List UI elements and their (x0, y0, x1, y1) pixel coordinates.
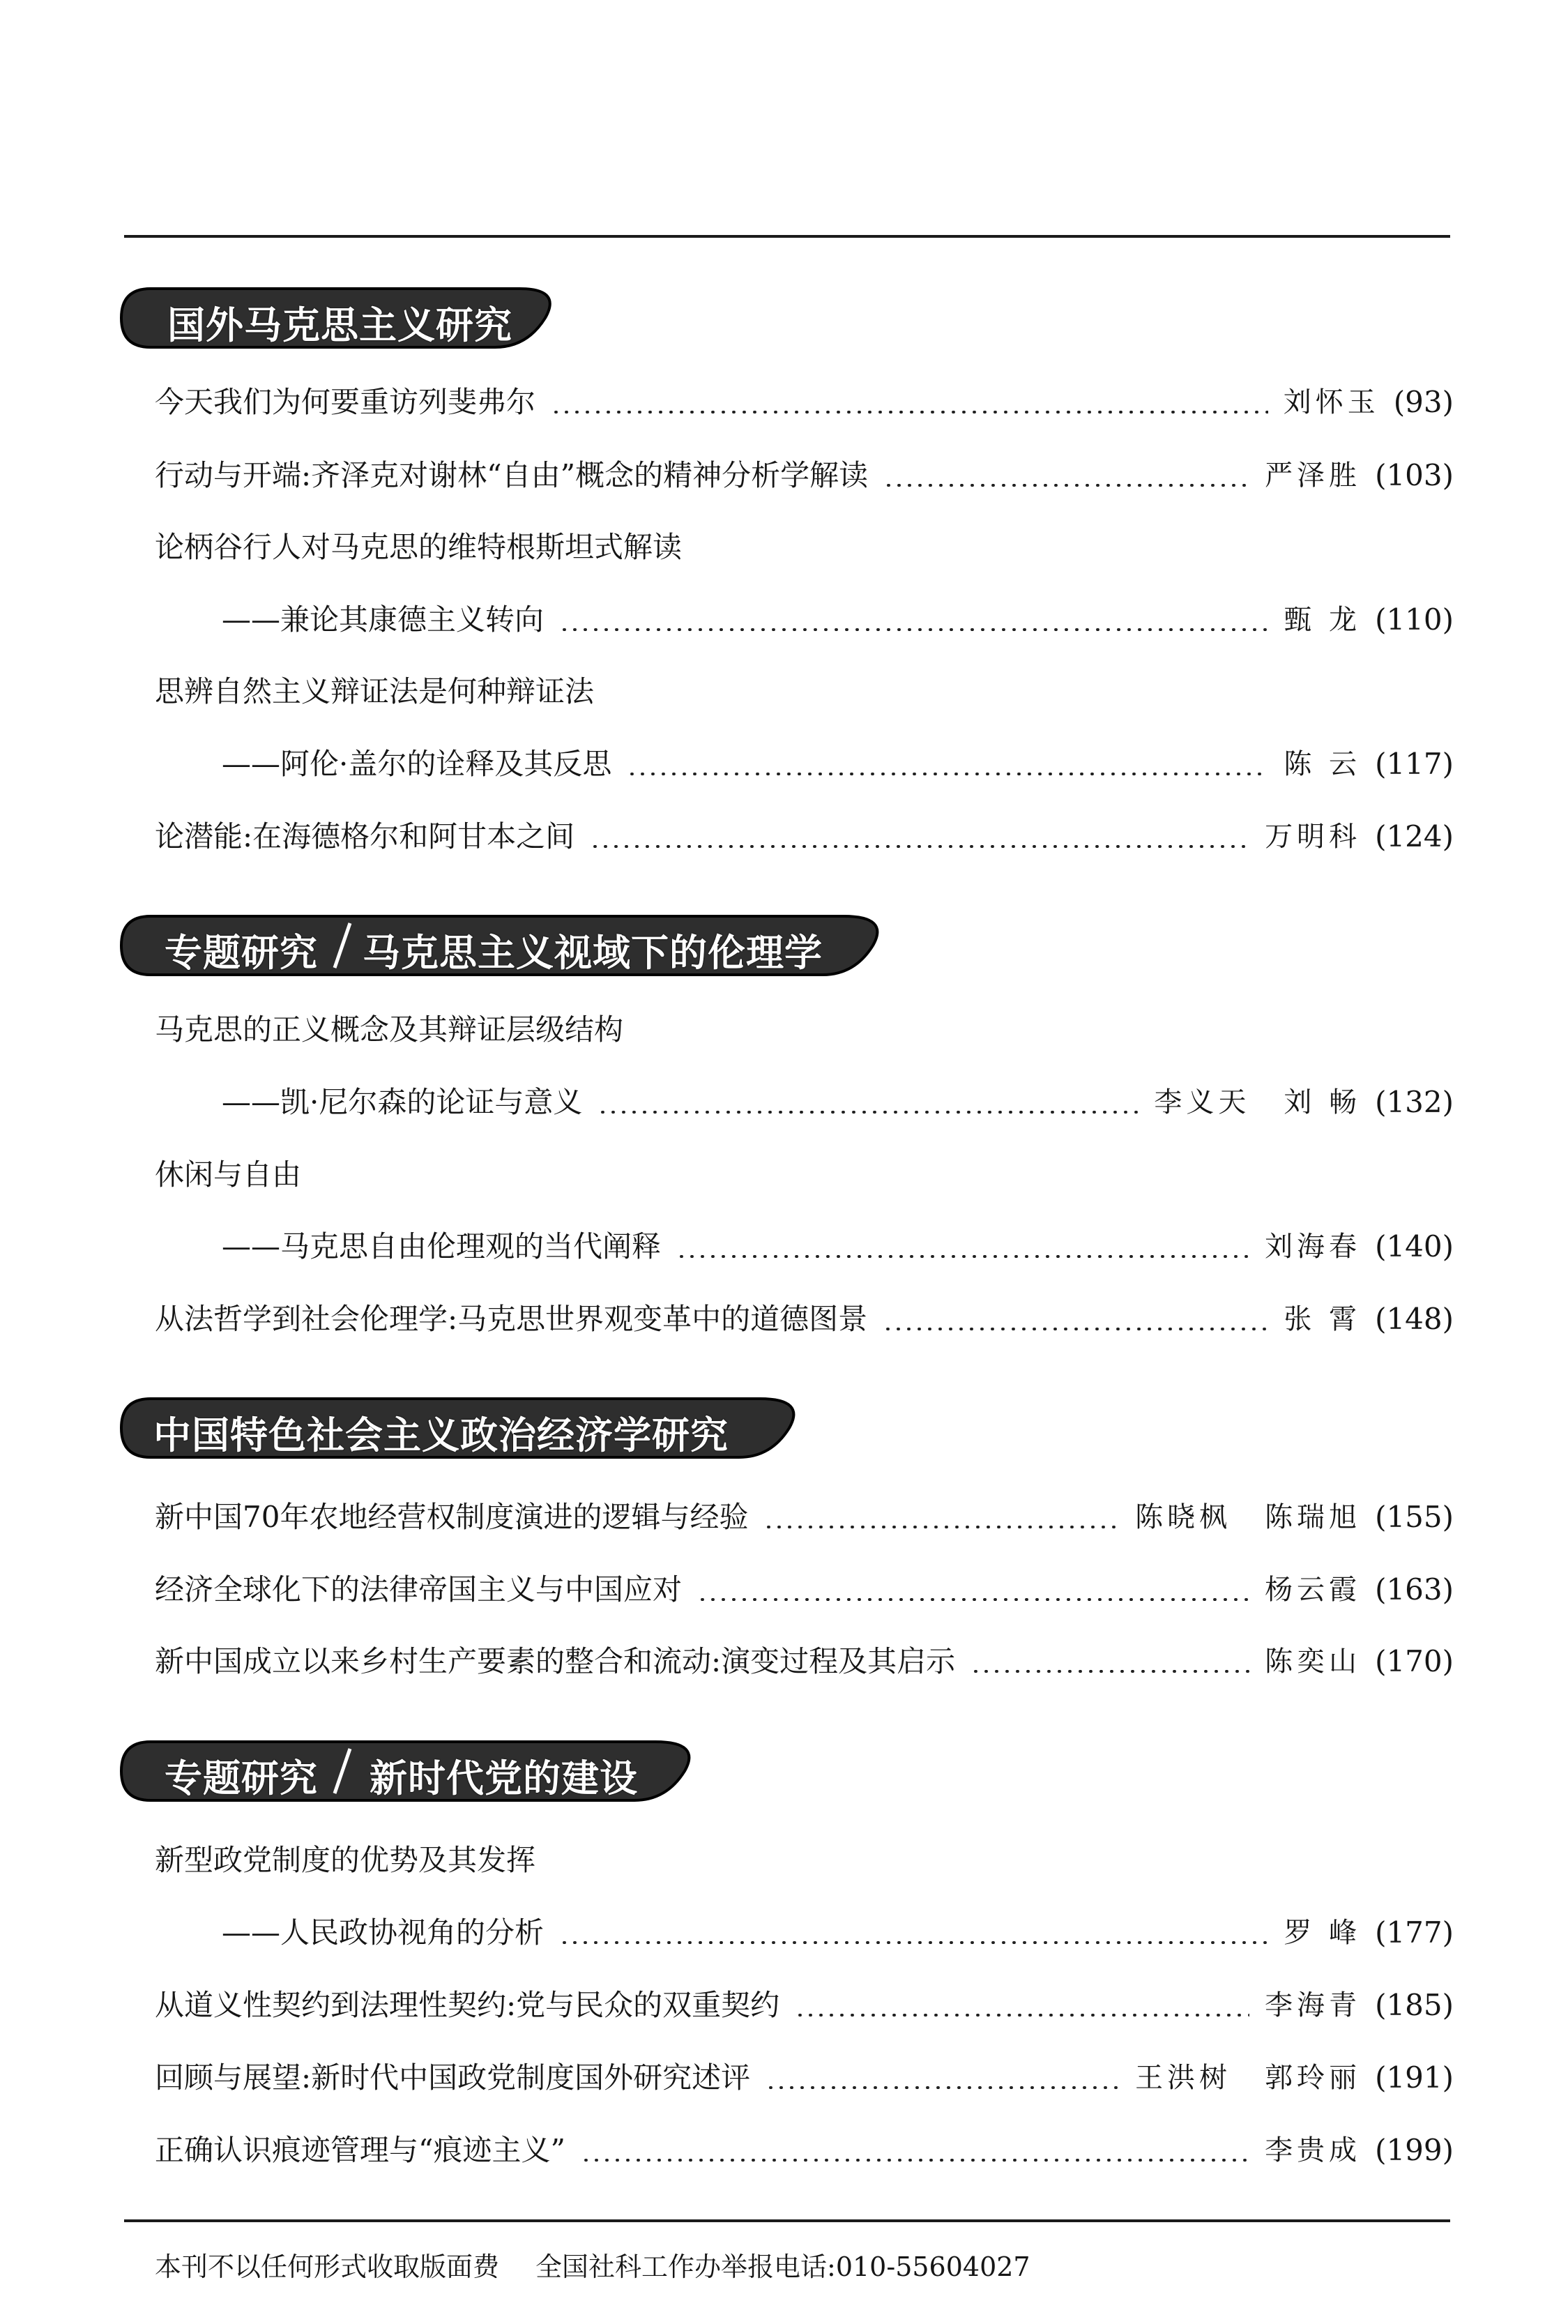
footer-notice (155, 2245, 1030, 2284)
entry-author: 陈晓枫 (1135, 1501, 1232, 1533)
bottom-rule (124, 2219, 1450, 2222)
toc-entry[interactable] (155, 814, 1454, 859)
entry-page: (155) (1375, 1500, 1454, 1534)
entry-page: (103) (1375, 458, 1454, 492)
leader-dots (627, 773, 1268, 775)
entry-author: 刘怀玉 (1283, 386, 1380, 418)
entry-title: 新中国70年农地经营权制度演进的逻辑与经验 (155, 1500, 749, 1534)
toc-entry[interactable] (155, 1567, 1454, 1612)
leader-dots (766, 2086, 1120, 2089)
entry-subtitle: ——阿伦·盖尔的诠释及其反思 (222, 747, 612, 781)
entry-page: (124) (1375, 819, 1454, 853)
toc-entry[interactable] (155, 1639, 1454, 1684)
toc-entry[interactable] (155, 2056, 1454, 2100)
section-title: 马克思主义视域下的伦理学 (363, 931, 823, 975)
section-header-ethics (119, 913, 892, 978)
entry-author-second: 陈瑞旭 (1265, 1501, 1362, 1533)
entry-title: 从道义性契约到法理性契约:党与民众的双重契约 (155, 1988, 780, 2022)
leader-dots (590, 845, 1249, 848)
footer-fee-notice: 本刊不以任何形式收取版面费 (155, 2251, 500, 2282)
entry-title: 行动与开端:齐泽克对谢林“自由”概念的精神分析学解读 (155, 458, 869, 492)
entry-author: 罗 峰 (1284, 1917, 1362, 1949)
leader-dots (551, 411, 1268, 413)
toc-entry-subtitle[interactable] (222, 1911, 1454, 1955)
entry-author: 万明科 (1265, 821, 1362, 853)
entry-author: 严泽胜 (1265, 460, 1362, 492)
section-category: 专题研究 (165, 931, 318, 975)
entry-page: (148) (1375, 1302, 1454, 1336)
leader-dots (697, 1598, 1249, 1601)
section-title: 中国特色社会主义政治经济学研究 (153, 1413, 729, 1457)
entry-page: (140) (1375, 1229, 1454, 1263)
toc-entry[interactable] (155, 380, 1454, 425)
leader-dots (559, 1941, 1268, 1944)
entry-page: (110) (1375, 602, 1454, 637)
leader-dots (971, 1670, 1249, 1673)
entry-author: 刘海春 (1265, 1231, 1362, 1263)
toc-entry-subtitle[interactable] (222, 598, 1454, 642)
toc-entry[interactable] (155, 1297, 1454, 1342)
entry-subtitle: ——兼论其康德主义转向 (222, 602, 545, 637)
entry-title: 正确认识痕迹管理与“痕迹主义” (155, 2133, 565, 2167)
toc-entry[interactable] (155, 1838, 1454, 1883)
entry-title: 论柄谷行人对马克思的维特根斯坦式解读 (155, 530, 683, 564)
section-title: 国外马克思主义研究 (167, 303, 512, 347)
entry-page: (170) (1375, 1644, 1454, 1678)
entry-title: 思辨自然主义辩证法是何种辩证法 (155, 674, 595, 708)
entry-title: 今天我们为何要重访列斐弗尔 (155, 385, 536, 419)
entry-author: 甄 龙 (1284, 604, 1362, 636)
leader-dots (581, 2159, 1249, 2162)
toc-entry[interactable] (155, 1008, 1454, 1052)
entry-title: 马克思的正义概念及其辩证层级结构 (155, 1012, 624, 1047)
entry-title: 休闲与自由 (155, 1157, 302, 1192)
toc-entry[interactable] (155, 1983, 1454, 2028)
entry-author: 杨云霞 (1265, 1574, 1362, 1606)
leader-dots (763, 1526, 1120, 1528)
entry-author-second: 郭玲丽 (1265, 2062, 1362, 2094)
leader-dots (676, 1255, 1249, 1258)
toc-entry[interactable] (155, 1495, 1454, 1540)
section-header-political-economy (119, 1396, 809, 1460)
leader-dots (883, 1328, 1268, 1330)
leader-dots (795, 2014, 1249, 2017)
toc-entry-subtitle[interactable] (222, 742, 1454, 787)
entry-page: (163) (1375, 1572, 1454, 1607)
entry-author: 李贵成 (1265, 2134, 1362, 2166)
entry-page: (177) (1375, 1915, 1454, 1950)
entry-page: (199) (1375, 2133, 1454, 2167)
entry-author: 李海青 (1265, 1989, 1362, 2021)
entry-page: (185) (1375, 1988, 1454, 2022)
toc-entry[interactable] (155, 453, 1454, 498)
entry-author: 陈奕山 (1265, 1646, 1362, 1678)
leader-dots (883, 484, 1249, 487)
entry-title: 从法哲学到社会伦理学:马克思世界观变革中的道德图景 (155, 1302, 868, 1336)
entry-title: 经济全球化下的法律帝国主义与中国应对 (155, 1572, 683, 1607)
leader-dots (597, 1111, 1139, 1114)
toc-entry[interactable] (155, 525, 1454, 570)
entry-page: (117) (1375, 747, 1454, 781)
toc-entry-subtitle[interactable] (222, 1080, 1454, 1125)
entry-page: (93) (1393, 385, 1454, 419)
entry-title: 论潜能:在海德格尔和阿甘本之间 (155, 819, 575, 853)
entry-title: 新型政党制度的优势及其发挥 (155, 1843, 536, 1877)
toc-entry-subtitle[interactable] (222, 1224, 1454, 1269)
entry-author: 陈 云 (1284, 748, 1362, 780)
entry-title: 回顾与展望:新时代中国政党制度国外研究述评 (155, 2060, 751, 2095)
entry-author: 王洪树 (1135, 2062, 1232, 2094)
footer-hotline: 全国社科工作办举报电话:010-55604027 (535, 2251, 1030, 2282)
entry-subtitle: ——凯·尼尔森的论证与意义 (222, 1085, 583, 1119)
entry-page: (132) (1375, 1085, 1454, 1119)
entry-author: 李义天 (1154, 1086, 1251, 1118)
section-header-party-building (119, 1739, 704, 1803)
entry-title: 新中国成立以来乡村生产要素的整合和流动:演变过程及其启示 (155, 1644, 956, 1678)
section-category: 专题研究 (165, 1756, 318, 1800)
section-title: 新时代党的建设 (370, 1756, 638, 1800)
leader-dots (559, 628, 1268, 631)
top-rule (124, 235, 1450, 238)
entry-author: 张 霄 (1284, 1303, 1362, 1335)
entry-subtitle: ——人民政协视角的分析 (222, 1915, 545, 1950)
toc-entry[interactable] (155, 1153, 1454, 1197)
toc-entry[interactable] (155, 2128, 1454, 2173)
entry-page: (191) (1375, 2060, 1454, 2095)
section-header-foreign-marxism (119, 286, 565, 350)
entry-author-second: 刘 畅 (1284, 1086, 1362, 1118)
toc-entry[interactable] (155, 669, 1454, 714)
entry-subtitle: ——马克思自由伦理观的当代阐释 (222, 1229, 662, 1263)
